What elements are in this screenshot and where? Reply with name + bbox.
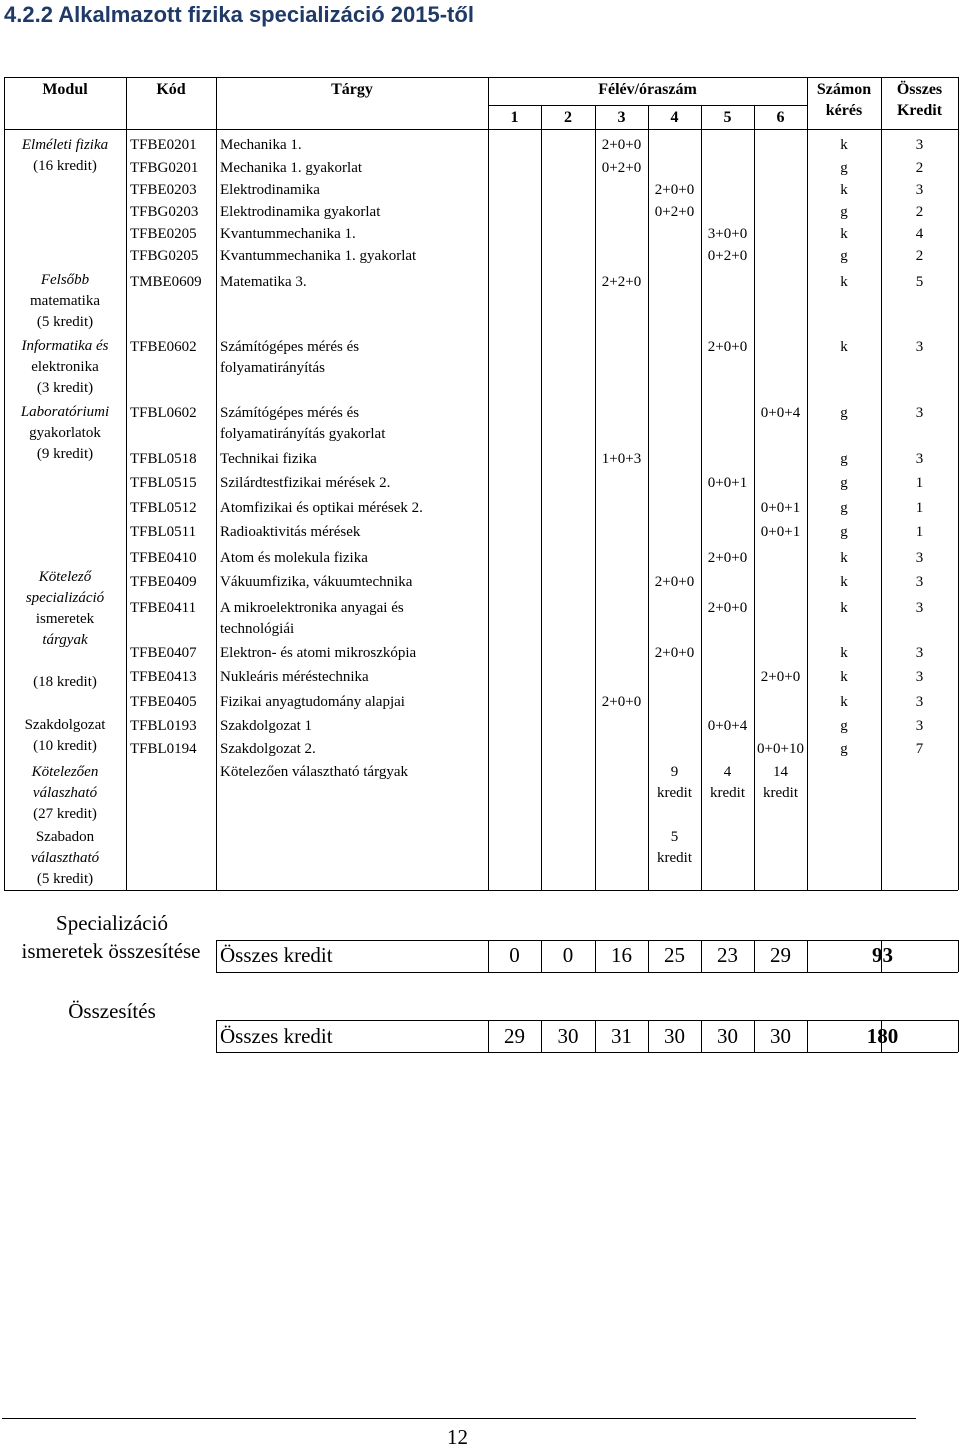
header-osszes: Összes (896, 81, 943, 98)
course-hours: 2+2+0 (601, 274, 642, 290)
course-subject: Atom és molekula fizika (220, 550, 368, 566)
course-subject: Számítógépes mérés és (220, 405, 360, 421)
grid-line (216, 940, 958, 941)
course-credit: 2 (915, 204, 924, 220)
grid-line (488, 77, 489, 890)
course-hours: 2+0+0 (601, 137, 642, 153)
course-exam-type: g (840, 204, 848, 220)
course-code: TFBL0511 (130, 524, 197, 540)
elective-credit: 14 (773, 764, 788, 780)
course-credit: 3 (915, 451, 924, 467)
grid-line (4, 129, 958, 130)
course-credit: 3 (915, 600, 924, 616)
course-exam-type: g (840, 248, 848, 264)
course-code: TFBE0205 (130, 226, 197, 242)
course-credit: 5 (915, 274, 924, 290)
course-subject: A mikroelektronika anyagai és (220, 600, 404, 616)
elective-credit: kredit (710, 785, 745, 801)
course-hours: 1+0+3 (601, 451, 642, 467)
grid-line (216, 1020, 217, 1052)
course-code: TFBE0201 (130, 137, 197, 153)
header-semester: 1 (510, 109, 519, 126)
module-label: Szakdolgozat (24, 717, 106, 733)
summary-spec-value: 0 (562, 943, 574, 967)
module-label: (5 kredit) (36, 314, 94, 330)
course-subject: technológiái (220, 621, 295, 637)
module-label: Kötelezően (31, 764, 99, 780)
course-credit: 4 (915, 226, 924, 242)
course-credit: 3 (915, 137, 924, 153)
module-label: Laboratóriumi (20, 404, 110, 420)
course-subject: Nukleáris méréstechnika (220, 669, 369, 685)
course-code: TFBL0512 (130, 500, 197, 516)
course-exam-type: g (840, 160, 848, 176)
grid-line (216, 972, 958, 973)
course-exam-type: k (840, 137, 848, 153)
summary-total-value: 31 (611, 1024, 632, 1048)
course-subject: Szakdolgozat 2. (220, 741, 316, 757)
grid-line (216, 1020, 958, 1021)
course-subject: Szakdolgozat 1 (220, 718, 313, 734)
module-label: specializáció (25, 590, 105, 606)
course-exam-type: g (840, 500, 848, 516)
module-label: gyakorlatok (29, 425, 101, 441)
course-hours: 0+2+0 (601, 160, 642, 176)
summary-total-value: 30 (557, 1024, 579, 1048)
grid-line (4, 890, 958, 891)
summary-total-value: 30 (664, 1024, 685, 1048)
header-felev: Félév/óraszám (598, 81, 697, 98)
course-exam-type: g (840, 718, 848, 734)
course-credit: 1 (915, 524, 924, 540)
course-exam-type: g (840, 405, 848, 421)
course-hours: 2+0+0 (707, 339, 748, 355)
course-credit: 7 (915, 741, 924, 757)
course-subject: Mechanika 1. gyakorlat (220, 160, 363, 176)
grid-line (595, 105, 596, 890)
module-label: Informatika és (21, 338, 109, 354)
free-elective-credit: kredit (657, 850, 692, 866)
module-label: elektronika (31, 359, 99, 375)
course-hours: 2+0+0 (601, 694, 642, 710)
course-hours: 0+0+10 (757, 741, 804, 757)
elective-label: Kötelezően választható tárgyak (220, 764, 408, 780)
course-credit: 3 (915, 645, 924, 661)
course-hours: 0+0+1 (760, 524, 801, 540)
header-targy: Tárgy (331, 81, 373, 98)
module-label: választható (30, 850, 100, 866)
module-label: válaszható (32, 785, 98, 801)
course-exam-type: k (840, 669, 848, 685)
course-hours: 2+0+0 (654, 182, 695, 198)
course-credit: 3 (915, 574, 924, 590)
summary-spec-value: 16 (611, 943, 632, 967)
summary-spec-label: Specializáció (56, 911, 168, 935)
module-label: Szabadon (35, 829, 95, 845)
course-credit: 3 (915, 182, 924, 198)
course-subject: Elektron- és atomi mikroszkópia (220, 645, 417, 661)
summary-grand-total: 180 (866, 1024, 899, 1048)
elective-credit: 4 (723, 764, 732, 780)
module-label: matematika (30, 293, 100, 309)
module-label: (27 kredit) (33, 806, 97, 822)
module-label: tárgyak (42, 632, 88, 648)
header-szamonkeres: Számon (816, 81, 872, 98)
course-subject: Szilárdtestfizikai mérések 2. (220, 475, 391, 491)
course-hours: 0+2+0 (654, 204, 695, 220)
grid-line (4, 77, 958, 78)
module-label: (10 kredit) (33, 738, 97, 754)
header-semester: 5 (723, 109, 732, 126)
module-label: (16 kredit) (33, 158, 97, 174)
module-label: (9 kredit) (36, 446, 94, 462)
course-exam-type: g (840, 451, 848, 467)
page-title: 4.2.2 Alkalmazott fizika specializáció 2015-től (4, 2, 474, 27)
summary-total-value: 29 (504, 1024, 525, 1048)
module-label: (5 kredit) (36, 871, 94, 887)
course-subject: Elektrodinamika gyakorlat (220, 204, 381, 220)
grid-line (958, 77, 959, 890)
page-number: 12 (447, 1425, 468, 1449)
header-semester: 6 (776, 109, 785, 126)
course-credit: 1 (915, 500, 924, 516)
summary-total-label: Összesítés (68, 999, 156, 1023)
header-semester: 4 (670, 109, 679, 126)
header-osszes: Kredit (896, 102, 943, 119)
course-code: TFBE0203 (130, 182, 197, 198)
course-hours: 2+0+0 (707, 550, 748, 566)
course-hours: 2+0+0 (654, 574, 695, 590)
course-exam-type: k (840, 226, 848, 242)
module-label: Felsőbb (40, 272, 90, 288)
course-subject: Matematika 3. (220, 274, 307, 290)
course-subject: Technikai fizika (220, 451, 317, 467)
course-subject: Vákuumfizika, vákuumtechnika (220, 574, 413, 590)
course-code: TFBE0405 (130, 694, 197, 710)
course-code: TFBL0194 (130, 741, 197, 757)
course-subject: folyamatirányítás (220, 360, 325, 376)
course-subject: Atomfizikai és optikai mérések 2. (220, 500, 423, 516)
header-szamonkeres: kérés (825, 102, 863, 119)
header-modul: Modul (42, 81, 88, 98)
course-subject: Elektrodinamika (220, 182, 320, 198)
course-subject: Kvantummechanika 1. (220, 226, 356, 242)
course-credit: 3 (915, 718, 924, 734)
summary-spec-value: 25 (664, 943, 685, 967)
course-subject: Fizikai anyagtudomány alapjai (220, 694, 405, 710)
summary-total-value: 30 (770, 1024, 791, 1048)
summary-total-value: 30 (717, 1024, 738, 1048)
header-semester: 3 (617, 109, 626, 126)
header-semester: 2 (564, 109, 572, 126)
course-code: TFBL0193 (130, 718, 197, 734)
summary-spec-total-label: Összes kredit (220, 943, 333, 967)
course-code: TFBG0205 (130, 248, 199, 264)
summary-spec-value: 0 (509, 943, 520, 967)
course-hours: 0+0+1 (707, 475, 748, 491)
summary-spec-total: 93 (872, 943, 893, 967)
elective-credit: kredit (657, 785, 692, 801)
course-hours: 2+0+0 (760, 669, 801, 685)
course-code: TFBL0602 (130, 405, 197, 421)
course-code: TMBE0609 (130, 274, 202, 290)
module-label: (18 kredit) (33, 674, 97, 690)
course-credit: 3 (915, 550, 924, 566)
course-credit: 3 (915, 694, 924, 710)
course-exam-type: g (840, 741, 848, 757)
course-exam-type: k (840, 550, 848, 566)
course-code: TFBE0602 (130, 339, 197, 355)
course-exam-type: k (840, 574, 848, 590)
course-hours: 0+2+0 (707, 248, 748, 264)
course-credit: 3 (915, 669, 924, 685)
grid-line (541, 105, 542, 890)
course-exam-type: g (840, 524, 848, 540)
course-code: TFBL0518 (130, 451, 197, 467)
course-exam-type: k (840, 182, 848, 198)
course-credit: 2 (915, 248, 924, 264)
course-code: TFBE0410 (130, 550, 197, 566)
elective-credit: 9 (670, 764, 679, 780)
course-credit: 3 (915, 339, 924, 355)
free-elective-credit: 5 (670, 829, 679, 845)
course-code: TFBE0409 (130, 574, 197, 590)
course-exam-type: k (840, 339, 848, 355)
grid-line (216, 940, 217, 972)
course-credit: 2 (915, 160, 924, 176)
header-kod: Kód (156, 81, 186, 98)
course-credit: 1 (915, 475, 924, 491)
module-label: Elméleti fizika (21, 137, 109, 153)
course-subject: folyamatirányítás gyakorlat (220, 426, 386, 442)
course-subject: Mechanika 1. (220, 137, 302, 153)
course-hours: 2+0+0 (707, 600, 748, 616)
footer-divider (2, 1418, 916, 1419)
course-code: TFBG0203 (130, 204, 199, 220)
grid-line (958, 940, 959, 972)
course-code: TFBL0515 (130, 475, 197, 491)
elective-credit: kredit (763, 785, 798, 801)
course-code: TFBG0201 (130, 160, 199, 176)
course-hours: 0+0+4 (707, 718, 748, 734)
course-subject: Számítógépes mérés és (220, 339, 360, 355)
summary-spec-label: ismeretek összesítése (21, 939, 201, 963)
course-exam-type: k (840, 274, 848, 290)
course-exam-type: k (840, 600, 848, 616)
course-hours: 3+0+0 (707, 226, 748, 242)
module-label: (3 kredit) (36, 380, 94, 396)
course-hours: 0+0+4 (760, 405, 801, 421)
course-exam-type: k (840, 645, 848, 661)
course-hours: 0+0+1 (760, 500, 801, 516)
summary-spec-value: 29 (770, 943, 791, 967)
course-hours: 2+0+0 (654, 645, 695, 661)
course-credit: 3 (915, 405, 924, 421)
grid-line (216, 77, 217, 890)
course-subject: Kvantummechanika 1. gyakorlat (220, 248, 417, 264)
grid-line (958, 1020, 959, 1052)
course-exam-type: g (840, 475, 848, 491)
module-label: Kötelező (38, 569, 92, 585)
course-code: TFBE0411 (130, 600, 197, 616)
course-code: TFBE0407 (130, 645, 197, 661)
grid-line (216, 1052, 958, 1053)
course-subject: Radioaktivitás mérések (220, 524, 361, 540)
summary-total-row-label: Összes kredit (220, 1024, 333, 1048)
course-code: TFBE0413 (130, 669, 197, 685)
grid-line (126, 77, 127, 890)
summary-spec-value: 23 (717, 943, 738, 967)
module-label: ismeretek (35, 611, 95, 627)
course-exam-type: k (840, 694, 848, 710)
